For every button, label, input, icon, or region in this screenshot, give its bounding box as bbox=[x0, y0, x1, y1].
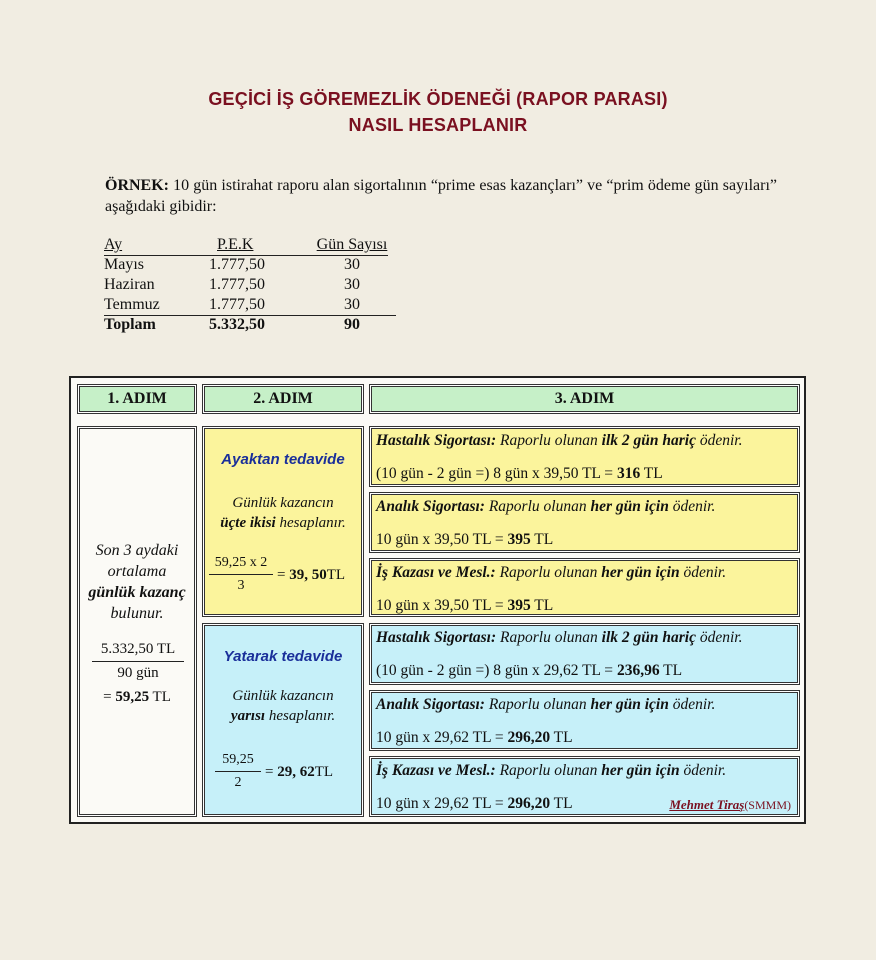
payment-type: Hastalık Sigortası: bbox=[376, 629, 497, 646]
author-signature bbox=[669, 797, 791, 813]
payment-unit: TL bbox=[640, 465, 663, 482]
summary-total-pek: 5.332,50 bbox=[209, 316, 265, 333]
inpatient-result-unit: TL bbox=[314, 764, 334, 780]
payment-box bbox=[369, 690, 800, 751]
payment-rule: her gün için bbox=[601, 762, 680, 779]
payment-calc: 10 gün x 29,62 TL = bbox=[376, 729, 508, 746]
payment-box bbox=[369, 426, 800, 487]
summary-total-label: Toplam bbox=[104, 316, 156, 333]
payment-calc: 10 gün x 29,62 TL = bbox=[376, 795, 508, 812]
payment-type: İş Kazası ve Mesl.: bbox=[376, 762, 496, 779]
payment-box bbox=[369, 492, 800, 553]
payment-rule: her gün için bbox=[601, 564, 680, 581]
summary-cell: 1.777,50 bbox=[209, 296, 265, 313]
fraction-bar bbox=[209, 574, 273, 575]
outpatient-result-value: 39, 50 bbox=[289, 567, 327, 583]
payment-box bbox=[369, 756, 800, 817]
step1-panel bbox=[77, 426, 197, 817]
page-title: GEÇİCİ İŞ GÖREMEZLİK ÖDENEĞİ (RAPOR PARASI) bbox=[208, 89, 668, 109]
step1-numerator: 5.332,50 TL bbox=[100, 641, 176, 657]
payment-type: İş Kazası ve Mesl.: bbox=[376, 564, 496, 581]
payment-text: Raporlu olunan bbox=[484, 696, 591, 713]
inpatient-result-value: 29, 62 bbox=[277, 764, 315, 780]
payment-calc: 10 gün x 39,50 TL = bbox=[376, 531, 508, 548]
payment-text: ödenir. bbox=[668, 696, 716, 713]
payment-text: ödenir. bbox=[679, 762, 727, 779]
summary-header-month: Ay bbox=[104, 236, 123, 253]
summary-header-pek: P.E.K bbox=[217, 236, 254, 253]
outpatient-desc bbox=[203, 493, 363, 533]
step1-header: 1. ADIM bbox=[77, 384, 197, 414]
equals-sign: = bbox=[103, 689, 116, 705]
intro-paragraph bbox=[105, 175, 777, 217]
payment-result: 316 bbox=[616, 465, 641, 482]
payment-rule: her gün için bbox=[590, 498, 669, 515]
payment-unit: TL bbox=[530, 597, 554, 614]
payment-result: 395 bbox=[507, 531, 531, 548]
page-subtitle: NASIL HESAPLANIR bbox=[348, 115, 528, 135]
summary-cell: Mayıs bbox=[104, 256, 144, 273]
summary-total-days: 90 bbox=[344, 316, 360, 333]
payment-type: Hastalık Sigortası: bbox=[376, 432, 497, 449]
fraction-bar bbox=[92, 661, 184, 662]
outpatient-denominator: 3 bbox=[237, 578, 245, 593]
step1-result bbox=[78, 689, 196, 706]
payment-type: Analık Sigortası: bbox=[376, 696, 485, 713]
payment-unit: TL bbox=[530, 531, 554, 548]
intro-text: 10 gün istirahat raporu alan sigortalının “prime esas kazançları” ve “prim ödeme gün sayıları” aşağıdaki gibidir: bbox=[105, 177, 777, 215]
outpatient-desc-ratio: üçte ikisi bbox=[220, 515, 276, 531]
inpatient-numerator: 59,25 bbox=[222, 752, 254, 767]
step2-header: 2. ADIM bbox=[202, 384, 364, 414]
inpatient-fraction bbox=[215, 752, 261, 791]
payment-text: Raporlu olunan bbox=[495, 762, 602, 779]
step1-line1: Son 3 aydaki bbox=[95, 542, 179, 559]
payment-text: Raporlu olunan bbox=[496, 629, 602, 646]
payment-box bbox=[369, 558, 800, 617]
steps-table bbox=[69, 376, 806, 824]
payment-calc: (10 gün - 2 gün =) 8 gün x 39,50 TL = bbox=[376, 465, 617, 482]
equals-sign: = bbox=[277, 567, 286, 583]
payment-text: ödenir. bbox=[679, 564, 727, 581]
summary-cell: 30 bbox=[344, 256, 360, 273]
inpatient-desc-line1: Günlük kazancın bbox=[232, 688, 334, 704]
payment-text: Raporlu olunan bbox=[484, 498, 591, 515]
intro-label: ÖRNEK: bbox=[105, 177, 169, 194]
payment-type: Analık Sigortası: bbox=[376, 498, 485, 515]
inpatient-desc bbox=[203, 686, 363, 726]
outpatient-desc-line2: hesaplanır. bbox=[275, 515, 346, 531]
payment-calc: (10 gün - 2 gün =) 8 gün x 29,62 TL = bbox=[376, 662, 617, 679]
equals-sign: = bbox=[265, 764, 274, 780]
payment-rule: her gün için bbox=[590, 696, 669, 713]
payment-text: Raporlu olunan bbox=[495, 564, 602, 581]
summary-cell: 30 bbox=[344, 296, 360, 313]
payment-rule: ilk 2 gün hariç bbox=[601, 629, 696, 646]
payment-text: ödenir. bbox=[695, 629, 743, 646]
summary-cell: 30 bbox=[344, 276, 360, 293]
fraction-bar bbox=[215, 771, 261, 772]
summary-cell: Temmuz bbox=[104, 296, 160, 313]
author-name: Mehmet Tiraş bbox=[669, 797, 745, 812]
outpatient-title: Ayaktan tedavide bbox=[221, 451, 345, 468]
step1-result-unit: TL bbox=[149, 689, 171, 705]
step1-line3: günlük kazanç bbox=[88, 584, 186, 601]
summary-cell: 1.777,50 bbox=[209, 256, 265, 273]
inpatient-desc-ratio: yarısı bbox=[230, 708, 266, 724]
payment-result: 296,20 bbox=[507, 795, 551, 812]
payment-text: ödenir. bbox=[668, 498, 716, 515]
inpatient-desc-line2: hesaplanır. bbox=[265, 708, 336, 724]
payment-unit: TL bbox=[550, 729, 573, 746]
outpatient-result bbox=[277, 567, 345, 584]
payment-rule: ilk 2 gün hariç bbox=[601, 432, 696, 449]
payment-result: 236,96 bbox=[616, 662, 660, 679]
step1-fraction bbox=[92, 641, 184, 682]
summary-cell: Haziran bbox=[104, 276, 155, 293]
inpatient-denominator: 2 bbox=[234, 775, 242, 790]
step3-header: 3. ADIM bbox=[369, 384, 800, 414]
inpatient-title: Yatarak tedavide bbox=[223, 648, 343, 665]
payment-unit: TL bbox=[550, 795, 573, 812]
payment-text: Raporlu olunan bbox=[496, 432, 602, 449]
outpatient-result-unit: TL bbox=[326, 567, 346, 583]
step1-line4: bulunur. bbox=[110, 605, 164, 622]
inpatient-result bbox=[265, 764, 333, 781]
payment-unit: TL bbox=[659, 662, 683, 679]
inpatient-panel bbox=[202, 623, 364, 817]
author-title: (SMMM) bbox=[744, 798, 791, 812]
payment-box bbox=[369, 623, 800, 685]
summary-header-days: Gün Sayısı bbox=[316, 236, 388, 253]
step1-denominator: 90 gün bbox=[117, 665, 159, 681]
payment-result: 296,20 bbox=[507, 729, 551, 746]
outpatient-fraction bbox=[209, 555, 273, 594]
outpatient-desc-line1: Günlük kazancın bbox=[232, 495, 334, 511]
step1-result-value: 59,25 bbox=[115, 689, 150, 705]
outpatient-numerator: 59,25 x 2 bbox=[214, 555, 268, 570]
outpatient-panel bbox=[202, 426, 364, 617]
payment-result: 395 bbox=[507, 597, 531, 614]
step1-line2: ortalama bbox=[107, 563, 167, 580]
payment-text: ödenir. bbox=[695, 432, 743, 449]
summary-cell: 1.777,50 bbox=[209, 276, 265, 293]
payment-calc: 10 gün x 39,50 TL = bbox=[376, 597, 508, 614]
